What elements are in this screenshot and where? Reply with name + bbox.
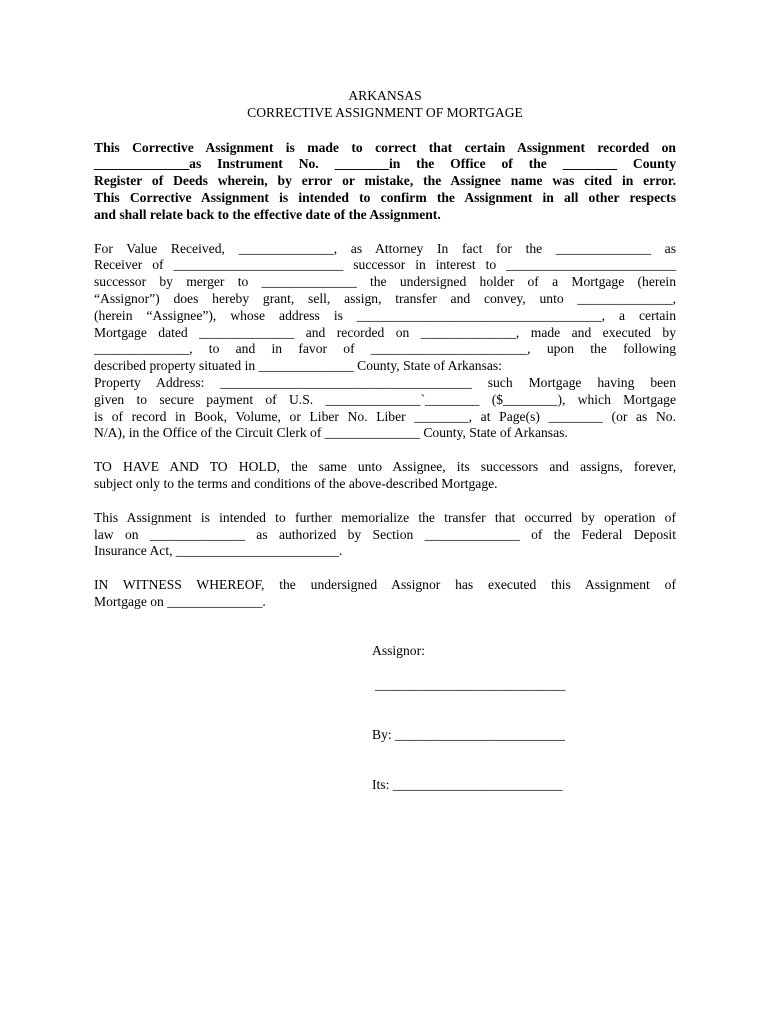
its-title-line: Its: _________________________ [372,777,563,792]
body-line: Receiver of _________________________ successor in interest to _________________________ [94,257,676,273]
intro-paragraph [94,140,676,224]
intro-line: This Corrective Assignment is intended to confirm the Assignment in all other respects [94,189,676,205]
body-line: successor by merger to ______________ the undersigned holder of a Mortgage (herein [94,274,676,290]
witness-line: IN WITNESS WHEREOF, the undersigned Assignor has executed this Assignment of [94,577,676,593]
witness-paragraph [94,577,676,611]
body-line: described property situated in ______________ County, State of Arkansas: [94,358,502,374]
intro-line: Register of Deeds wherein, by error or mistake, the Assignee name was cited in error. [94,173,676,189]
memorialize-line: This Assignment is intended to further memorialize the transfer that occurred by operation of [94,509,676,525]
witness-line: Mortgage on ______________. [94,593,266,609]
state-title: ARKANSAS [348,88,422,103]
assignor-label: Assignor: [372,643,425,658]
habendum-line: subject only to the terms and conditions of the above-described Mortgage. [94,475,498,491]
consideration-paragraph [94,241,676,443]
memorialize-paragraph [94,510,676,560]
body-line: “Assignor”) does hereby grant, sell, assign, transfer and convey, unto ______________, [94,290,676,306]
assignor-signature-line: ____________________________ [375,677,566,692]
body-line: Property Address: _____________________________________ such Mortgage having been [94,374,676,390]
habendum-paragraph [94,459,676,493]
body-line: ______________, to and in favor of _______________________, upon the following [94,341,676,357]
document-page [94,88,676,628]
memorialize-line: Insurance Act, ________________________. [94,543,343,559]
habendum-line: TO HAVE AND TO HOLD, the same unto Assignee, its successors and assigns, forever, [94,459,676,475]
intro-line: and shall relate back to the effective date of the Assignment. [94,206,441,222]
intro-line: This Corrective Assignment is made to correct that certain Assignment recorded on [94,139,676,155]
by-signature-line: By: _________________________ [372,727,565,742]
memorialize-line: law on ______________ as authorized by Section ______________ of the Federal Deposit [94,526,676,542]
intro-line: ______________as Instrument No. ________in the Office of the ________ County [94,156,676,172]
body-line: N/A), in the Office of the Circuit Clerk of ______________ County, State of Arkansas. [94,425,568,441]
title-block [94,88,676,122]
document-title: CORRECTIVE ASSIGNMENT OF MORTGAGE [247,104,523,120]
body-line: Mortgage dated ______________ and recorded on ______________, made and executed by [94,324,676,340]
body-line: For Value Received, ______________, as Attorney In fact for the ______________ as [94,240,676,256]
body-line: (herein “Assignee”), whose address is ____________________________________, a certain [94,307,676,323]
body-line: is of record in Book, Volume, or Liber No. Liber ________, at Page(s) ________ (or as No. [94,408,676,424]
body-line: given to secure payment of U.S. ______________`________ ($________), which Mortgage [94,391,676,407]
